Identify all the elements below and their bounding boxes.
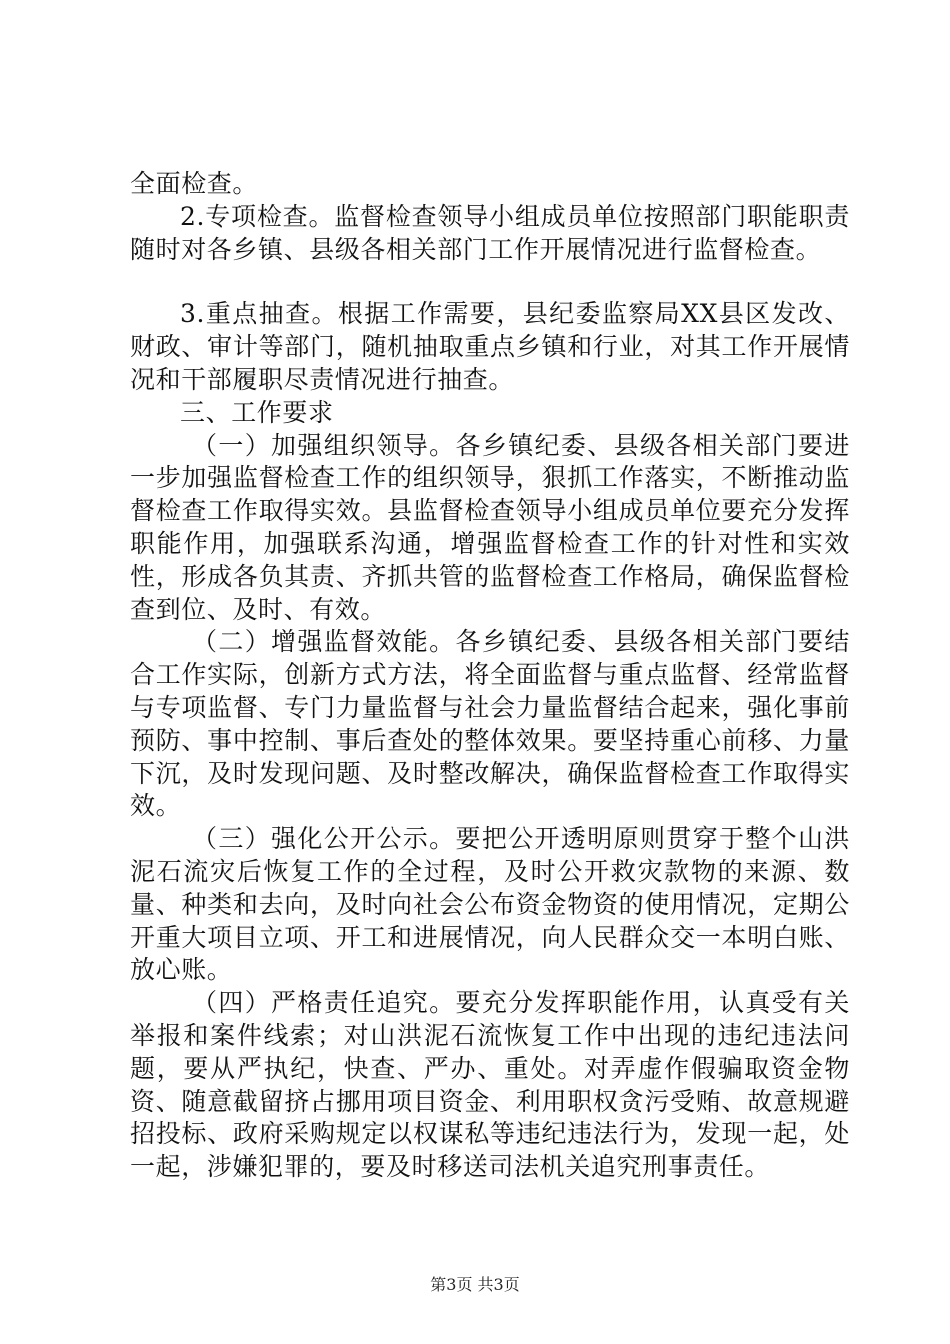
paragraph-accountability: （四）严格责任追究。要充分发挥职能作用，认真受有关举报和案件线索；对山洪泥石流恢复工作中出现的违纪违法问题，要从严执纪，快查、严办、重处。对弄虚作假骗取资金物资、随意截留挤占挪用项目资金、利用职权贪污受贿、故意规避招投标、政府采购规定以权谋私等违纪违法行为，发现一起，处一起，涉嫌犯罪的，要及时移送司法机关追究刑事责任。: [130, 988, 850, 1182]
paragraph-gap: [130, 266, 850, 298]
paragraph-special-inspection: 2.专项检查。监督检查领导小组成员单位按照部门职能职责随时对各乡镇、县级各相关部门工作开展情况进行监督检查。: [130, 201, 850, 264]
page-number-footer: 第3页 共3页: [430, 1275, 520, 1294]
paragraph-key-spot-check: 3.重点抽查。根据工作需要，县纪委监察局XX县区发改、财政、审计等部门，随机抽取重点乡镇和行业，对其工作开展情况和干部履职尽责情况进行抽查。: [130, 299, 850, 394]
paragraph-organization-leadership: （一）加强组织领导。各乡镇纪委、县级各相关部门要进一步加强监督检查工作的组织领导，狠抓工作落实，不断推动监督检查工作取得实效。县监督检查领导小组成员单位要充分发挥职能作用，加强联系沟通，增强监督检查工作的针对性和实效性，形成各负其责、齐抓共管的监督检查工作格局，确保监督检查到位、及时、有效。: [130, 430, 850, 624]
paragraph-public-disclosure: （三）强化公开公示。要把公开透明原则贯穿于整个山洪泥石流灾后恢复工作的全过程，及时公开救灾款物的来源、数量、种类和去向，及时向社会公布资金物资的使用情况，定期公开重大项目立项、开工和进展情况，向人民群众交一本明白账、放心账。: [130, 824, 850, 985]
document-body: [130, 168, 850, 1184]
section-heading-work-requirements: 三、工作要求: [180, 397, 334, 427]
paragraph-continuation: 全面检查。: [130, 169, 259, 198]
paragraph-supervision-efficiency: （二）增强监督效能。各乡镇纪委、县级各相关部门要结合工作实际，创新方式方法，将全面监督与重点监督、经常监督与专项监督、专门力量监督与社会力量监督结合起来，强化事前预防、事中控制、事后查处的整体效果。要坚持重心前移、力量下沉，及时发现问题、及时整改解决，确保监督检查工作取得实效。: [130, 627, 850, 821]
